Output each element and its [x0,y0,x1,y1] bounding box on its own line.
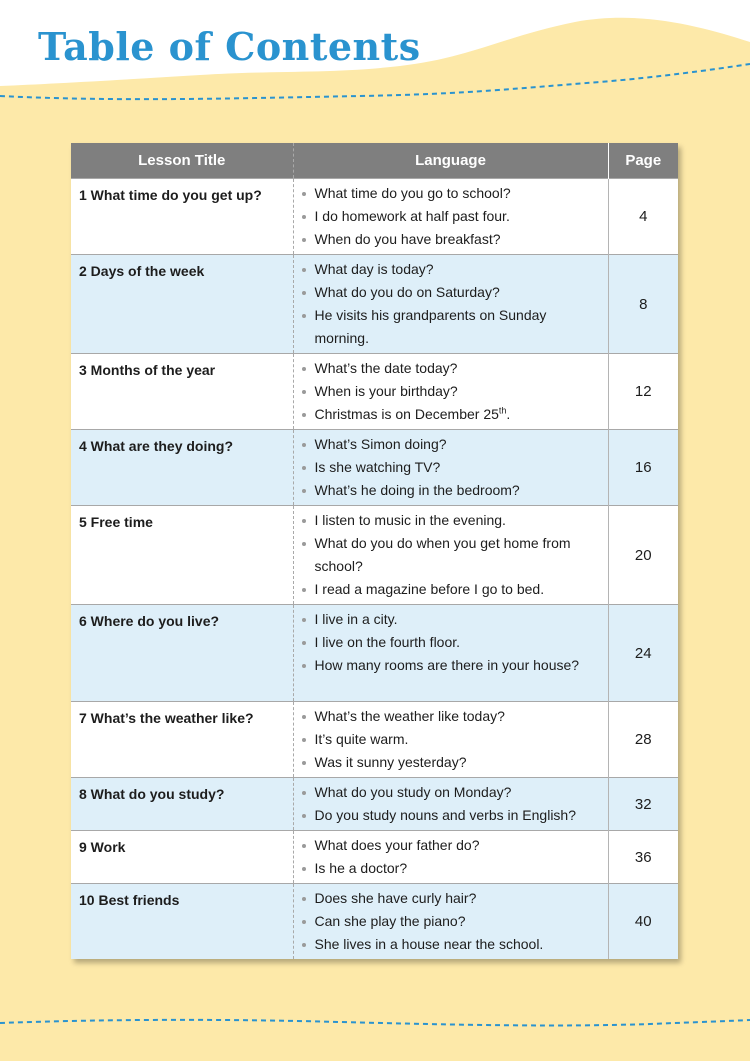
language-item [300,532,604,578]
page-number: 12 [608,354,678,430]
language-list [300,705,604,774]
page-number: 20 [608,506,678,605]
language-cell [293,831,608,884]
table-row [71,702,678,778]
language-item [300,705,604,728]
table-row [71,255,678,354]
language-list [300,258,604,350]
language-text: What time do you go to school? [314,185,511,201]
language-list [300,182,604,251]
language-item [300,509,604,532]
language-list [300,608,604,677]
table-header-row [71,143,678,179]
language-item [300,804,604,827]
language-cell [293,884,608,960]
language-cell [293,255,608,354]
page-number: 40 [608,884,678,960]
language-text: What’s the date today? [314,360,458,376]
header-page: Page [608,143,678,179]
language-item [300,258,604,281]
lesson-title: 5 Free time [71,506,293,605]
language-item [300,357,604,380]
language-item [300,380,604,403]
language-item [300,479,604,502]
language-text: I read a magazine before I go to bed. [314,581,545,597]
page-number: 36 [608,831,678,884]
bottom-dotted-line [0,1020,750,1026]
language-text: Was it sunny yesterday? [314,754,467,770]
language-list [300,509,604,601]
table-row [71,354,678,430]
lesson-title: 2 Days of the week [71,255,293,354]
ordinal-superscript: th [498,405,507,416]
table-row [71,778,678,831]
language-text: What’s Simon doing? [314,436,447,452]
language-text: What does your father do? [314,837,480,853]
table-row [71,605,678,702]
language-item [300,228,604,251]
language-item [300,728,604,751]
language-item [300,654,604,677]
language-text: He visits his grandparents on Sunday morning. [314,307,547,346]
language-text: Is she watching TV? [314,459,441,475]
table-body [71,179,678,960]
language-text: Can she play the piano? [314,913,466,929]
language-item [300,933,604,956]
sentence-end: . [506,406,511,422]
language-cell [293,354,608,430]
language-text: Does she have curly hair? [314,890,477,906]
page-number: 4 [608,179,678,255]
table-row [71,179,678,255]
page-number: 8 [608,255,678,354]
lesson-title: 6 Where do you live? [71,605,293,702]
language-text: When do you have breakfast? [314,231,501,247]
language-text: What do you do when you get home from school? [314,535,571,574]
language-item [300,751,604,774]
language-text: I live on the fourth floor. [314,634,461,650]
language-text: I do homework at half past four. [314,208,510,224]
language-list [300,357,604,426]
table-row [71,506,678,605]
page-title: Table of Contents [38,24,421,69]
language-text: Do you study nouns and verbs in English? [314,807,576,823]
language-item [300,631,604,654]
lesson-title: 8 What do you study? [71,778,293,831]
language-text: She lives in a house near the school. [314,936,544,952]
language-cell [293,702,608,778]
language-item [300,403,604,426]
contents-table [71,143,678,959]
language-text: When is your birthday? [314,383,458,399]
table-row [71,884,678,960]
language-item [300,205,604,228]
language-text: What do you study on Monday? [314,784,512,800]
language-cell [293,778,608,831]
language-item [300,456,604,479]
language-text: Is he a doctor? [314,860,408,876]
lesson-title: 3 Months of the year [71,354,293,430]
page-number: 28 [608,702,678,778]
language-list [300,781,604,827]
language-text: What’s the weather like today? [314,708,505,724]
language-item [300,182,604,205]
language-item [300,781,604,804]
language-text: How many rooms are there in your house? [314,657,580,673]
lesson-title: 9 Work [71,831,293,884]
language-item [300,578,604,601]
language-item [300,304,604,350]
lesson-title: 10 Best friends [71,884,293,960]
language-item [300,608,604,631]
language-item [300,281,604,304]
lesson-title: 4 What are they doing? [71,430,293,506]
language-text: I listen to music in the evening. [314,512,506,528]
language-item [300,834,604,857]
language-cell [293,430,608,506]
page-number: 24 [608,605,678,702]
language-list [300,433,604,502]
lesson-title: 7 What’s the weather like? [71,702,293,778]
language-text: What do you do on Saturday? [314,284,500,300]
language-item [300,857,604,880]
lesson-title: 1 What time do you get up? [71,179,293,255]
header-language: Language [293,143,608,179]
language-item [300,887,604,910]
language-item [300,433,604,456]
language-cell [293,506,608,605]
page-number: 32 [608,778,678,831]
language-text: What day is today? [314,261,434,277]
language-text: I live in a city. [314,611,398,627]
language-item [300,910,604,933]
language-text: It’s quite warm. [314,731,409,747]
page-number: 16 [608,430,678,506]
language-list [300,834,604,880]
language-text: Christmas is on December 25 [314,406,499,422]
header-lesson-title: Lesson Title [71,143,293,179]
language-text: What’s he doing in the bedroom? [314,482,520,498]
language-list [300,887,604,956]
language-cell [293,605,608,702]
table-row [71,831,678,884]
language-cell [293,179,608,255]
table-row [71,430,678,506]
